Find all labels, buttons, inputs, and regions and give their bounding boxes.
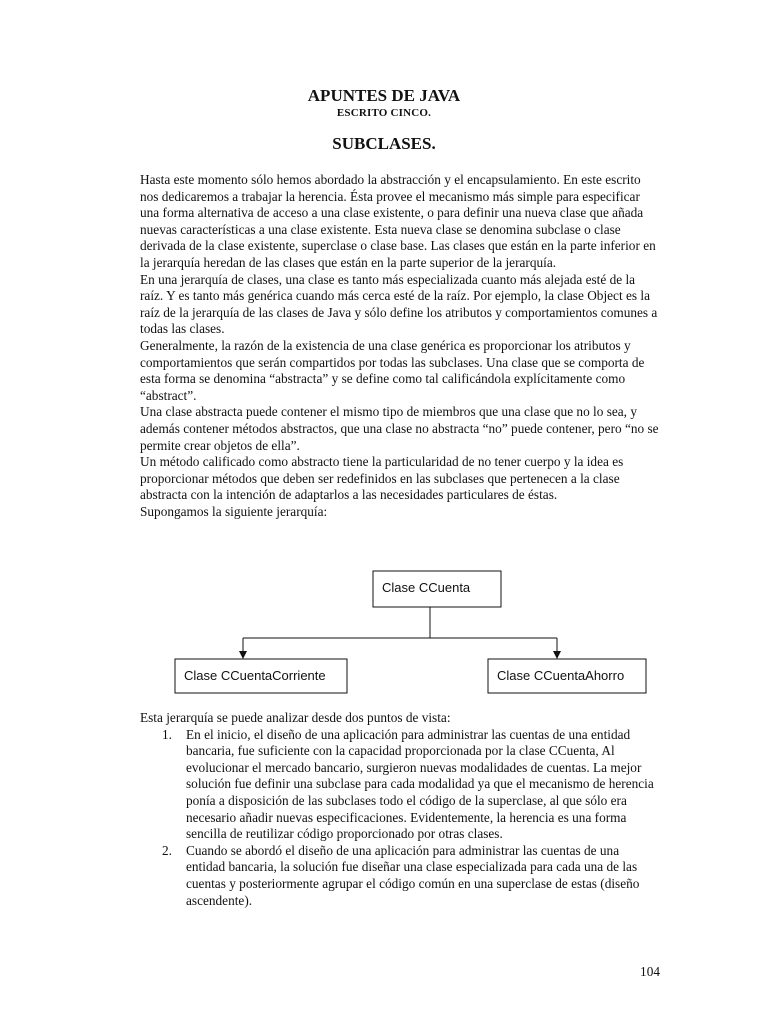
root-class-label: Clase CCuenta [382, 580, 471, 595]
list-item [140, 727, 660, 843]
right-arrowhead [553, 651, 561, 659]
paragraph-herencia: Hasta este momento sólo hemos abordado la abstracción y el encapsulamiento. En este escrito nos dedicaremos a trabajar la herencia. Ésta provee el mecanismo más simple para especificar una forma alternativa de acceso a una clase existente, o para definir una nueva clase que añada nuevas características a una clase existente. Esta nueva clase se denomina subclase o clase derivada de la clase existente, superclase o clase base. Las clases que están en la parte inferior en la jerarquía heredan de las clases que están en la parte superior de la jerarquía. [140, 172, 656, 270]
list-item [140, 843, 660, 909]
list-item-number: 1. [162, 726, 172, 742]
left-arrowhead [239, 651, 247, 659]
analysis-section [140, 710, 660, 909]
list-item-text: Cuando se abordó el diseño de una aplicación para administrar las cuentas de una entidad bancaria, la solución fue diseñar una clase especializada para cada una de las cuentas y posteriormente agrupar el código común en una superclase de estas (diseño ascendente). [186, 842, 640, 908]
paragraph-metodo-abstracto: Un método calificado como abstracto tiene la particularidad de no tener cuerpo y la idea es proporcionar métodos que deben ser redefinidos en las subclases que pertenecen a la clase abstracta con la intención de adaptarlos a las necesidades particulares de éstas. [140, 454, 624, 503]
analysis-intro: Esta jerarquía se puede analizar desde dos puntos de vista: [140, 710, 451, 725]
list-item-text: En el inicio, el diseño de una aplicación para administrar las cuentas de una entidad bancaria, fue suficiente con la capacidad proporcionada por la clase CCuenta, Al evolucionar el mercado bancario, surgieron nuevas modalidades de cuentas. La mejor solución fue definir una subclase para cada modalidad ya que el mecanismo de herencia ponía a disposición de las subclases todo el código de la superclase, al que sólo era necesario añadir nuevas especificaciones. Evidentemente, la herencia es una forma sencilla de reutilizar código proporcionado por otras clases. [186, 726, 654, 842]
paragraph-clase-abstracta: Una clase abstracta puede contener el mismo tipo de miembros que una clase que no lo sea, y además contener métodos abstractos, que una clase no abstracta “no” puede contener, pero “no se permite crear objetos de ella”. [140, 404, 659, 453]
right-class-label: Clase CCuentaAhorro [497, 668, 625, 683]
paragraph-supongamos: Supongamos la siguiente jerarquía: [140, 503, 328, 519]
analysis-list [140, 727, 660, 910]
document-subtitle: ESCRITO CINCO. [336, 107, 432, 119]
list-item-number: 2. [162, 842, 172, 858]
section-heading: SUBCLASES. [332, 134, 436, 153]
left-class-label: Clase CCuentaCorriente [184, 668, 326, 683]
paragraph-clase-generica: Generalmente, la razón de la existencia de una clase genérica es proporcionar los atributos y comportamientos que serán compartidos por todas las subclases. Una clase que se comporta de esta forma se denomina “abstracta” y se define como tal calificándola explícitamente como “abstract”. [140, 337, 645, 403]
document-title: APUNTES DE JAVA [307, 86, 461, 105]
page-number: 104 [640, 964, 660, 979]
paragraph-jerarquia: En una jerarquía de clases, una clase es tanto más especializada cuanto más alejada esté de la raíz. Y es tanto más genérica cuando más cerca esté de la raíz. Por ejemplo, la clase Object es la raíz de la jerarquía de las clases de Java y sólo define los atributos y comportamientos comunes a todas las clases. [140, 271, 658, 337]
